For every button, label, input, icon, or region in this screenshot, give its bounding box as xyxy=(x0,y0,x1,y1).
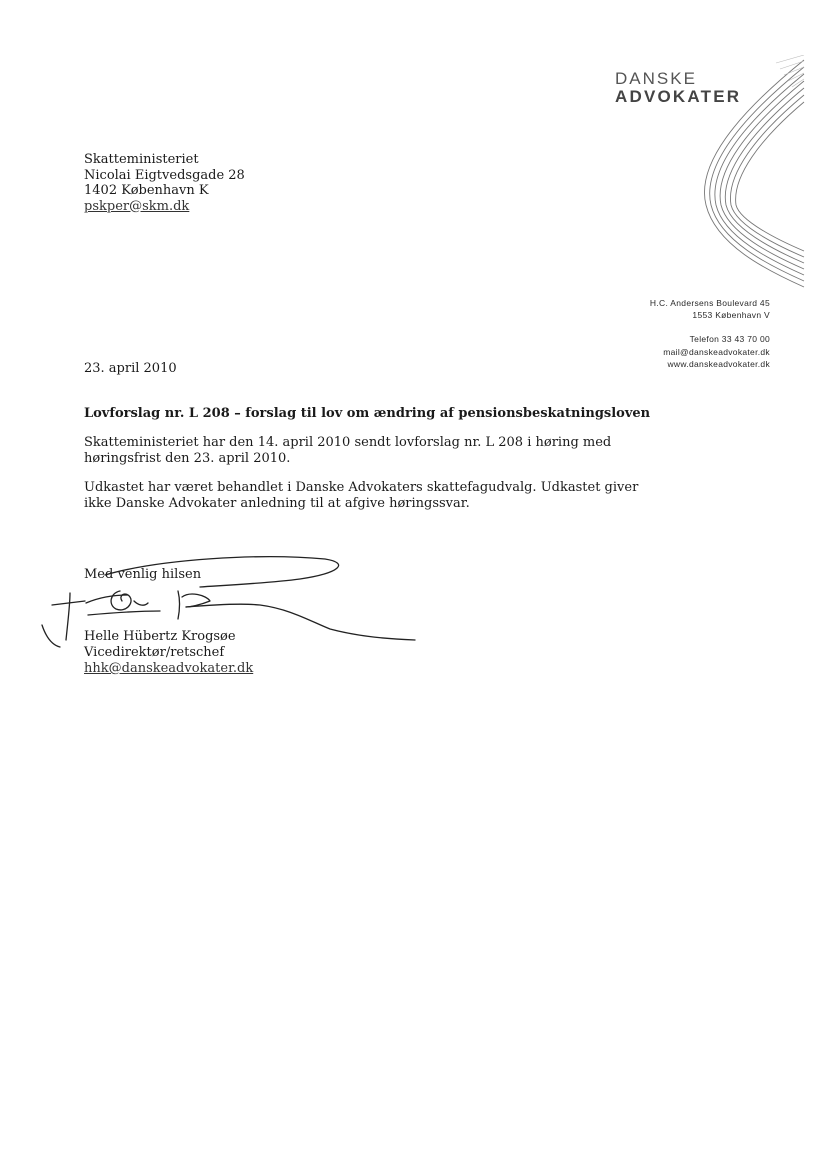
signer-name: Helle Hübertz Krogsøe xyxy=(84,629,236,644)
logo-line-2: ADVOKATER xyxy=(615,87,742,106)
sender-street: H.C. Andersens Boulevard 45 xyxy=(649,298,770,308)
danske-advokater-logo xyxy=(615,70,741,106)
sender-phone: Telefon 33 43 70 00 xyxy=(689,334,770,345)
signer-title: Vicedirektør/retschef xyxy=(84,645,225,660)
sender-web: www.danskeadvokater.dk xyxy=(667,358,770,369)
recipient-city: 1402 København K xyxy=(84,183,209,198)
closing-greeting: Med venlig hilsen xyxy=(84,567,202,582)
logo-line-1: DANSKE xyxy=(615,69,697,88)
letter-subject: Lovforslag nr. L 208 – forslag til lov om ændring af pensionsbeskatningsloven xyxy=(84,406,651,421)
letter-date: 23. april 2010 xyxy=(84,361,177,376)
recipient-address xyxy=(84,152,245,214)
signer-block xyxy=(84,629,253,677)
body-paragraph-2: Udkastet har været behandlet i Danske Advokaters skattefagudvalg. Udkastet giver ikke Danske Advokater anledning til at afgive høringssvar. xyxy=(84,480,639,511)
body-paragraph-1: Skatteministeriet har den 14. april 2010 sendt lovforslag nr. L 208 i høring med høringsfrist den 23. april 2010. xyxy=(84,435,612,466)
recipient-email-link[interactable]: pskper@skm.dk xyxy=(84,198,190,214)
recipient-street: Nicolai Eigtvedsgade 28 xyxy=(84,167,245,183)
sender-address xyxy=(650,297,770,370)
sender-email: mail@danskeadvokater.dk xyxy=(663,346,770,357)
recipient-name: Skatteministeriet xyxy=(84,152,199,167)
signer-email-link[interactable]: hhk@danskeadvokater.dk xyxy=(84,661,254,676)
sender-city: 1553 København V xyxy=(692,310,770,321)
